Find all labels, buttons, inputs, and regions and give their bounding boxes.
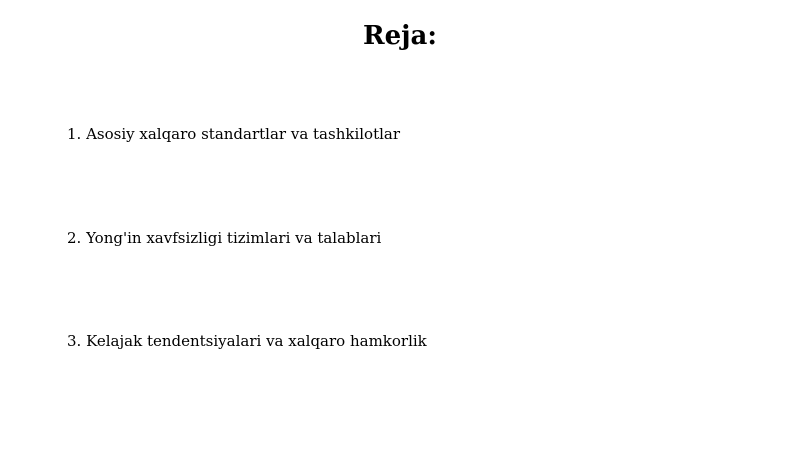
plan-item: 2. Yong'in xavfsizligi tizimlari va talablari: [67, 229, 382, 247]
plan-item: 1. Asosiy xalqaro standartlar va tashkilotlar: [67, 125, 401, 143]
plan-item: 3. Kelajak tendentsiyalari va xalqaro hamkorlik: [67, 332, 427, 350]
slide-title: Reja:: [362, 21, 437, 51]
